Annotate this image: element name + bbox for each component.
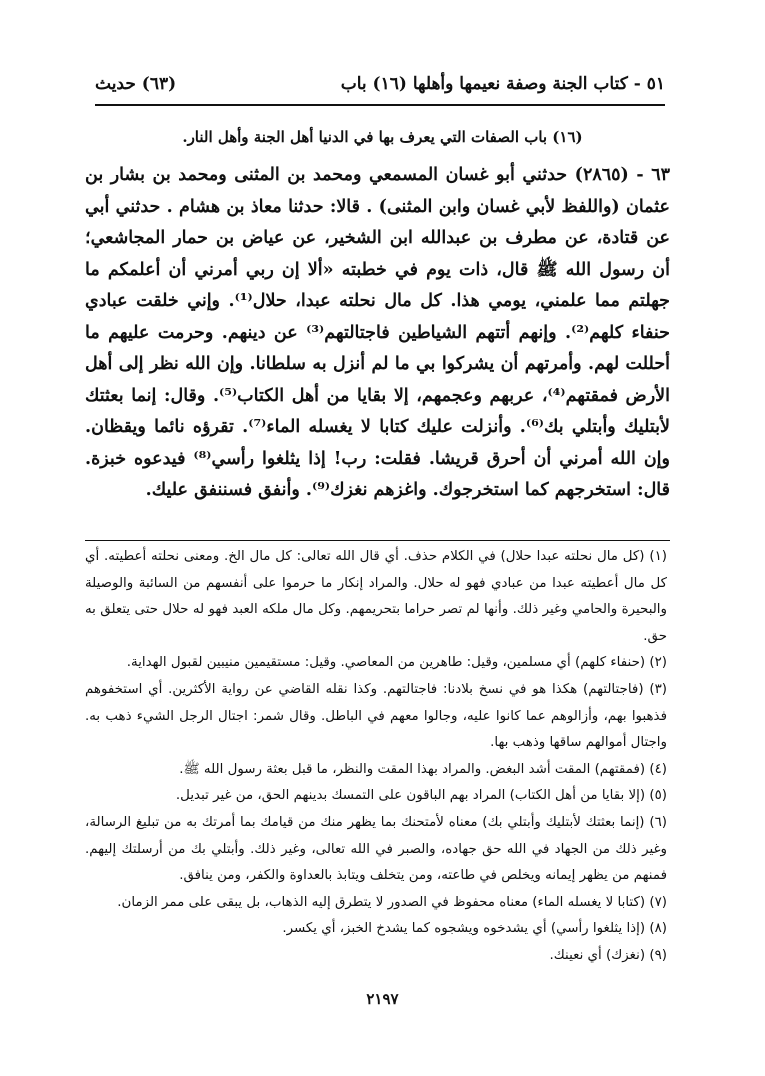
page-number: ٢١٩٧: [366, 990, 399, 1008]
chapter-title: (١٦) باب الصفات التي يعرف بها في الدنيا أهل الجنة وأهل النار.: [182, 128, 583, 146]
footnote-1: (١) (كل مال نحلته عبدا حلال) في الكلام حذف. أي قال الله تعالى: كل مال الخ. ومعنى نحلته أعطيته. أي كل مال أعطيته عبدا من عبادي فهو له حلال. والمراد إنكار ما حرموا على أنفسهم من السائبة والوصيلة والبحيرة والحامي وغير ذلك. وأنها لم تصر حراما بتحريمهم. وكل مال ملكه العبد فهو له حلال حتى يتعلق به حق.: [85, 549, 667, 644]
footnotes: [85, 544, 667, 970]
footnote-3: (٣) (فاجتالتهم) هكذا هو في نسخ بلادنا: فاجتالتهم. وكذا نقله القاضي عن رواية الأكثرين. أي استخفوهم فذهبوا بهم، وأزالوهم عما كانوا عليه، وجالوا معهم في الباطل. وقال شمر: اجتال الرجل الشيء ذهب به. واجتال أموالهم ساقها وذهب بها.: [85, 681, 667, 751]
footnote-9: (٩) (نغزك) أي نعينك.: [549, 947, 667, 963]
footnote-5: (٥) (إلا بقايا من أهل الكتاب) المراد بهم الباقون على التمسك بدينهم الحق، من غير تبديل.: [175, 788, 667, 804]
header-chapter-reference: ٥١ - كتاب الجنة وصفة نعيمها وأهلها (١٦) باب: [340, 74, 665, 94]
hadith-paragraph: ٦٣ - (٢٨٦٥) حدثني أبو غسان المسمعي ومحمد بن المثنى ومحمد بن بشار بن عثمان (واللفظ لأبي غسان وابن المثنى) . قالا: حدثنا معاذ بن هشام . حدثني أبي عن قتادة، عن مطرف بن عبدالله ابن الشخير، عن عياض بن حمار المجاشعي؛ أن رسول الله ﷺ قال، ذات يوم في خطبته «ألا إن ربي أمرني أن أعلمكم ما جهلتم مما علمني، يومي هذا. كل مال نحلته عبدا، حلال⁽¹⁾. وإني خلقت عبادي حنفاء كلهم⁽²⁾. وإنهم أتتهم الشياطين فاجتالتهم⁽³⁾ عن دينهم. وحرمت عليهم ما أحللت لهم. وأمرتهم أن يشركوا بي ما لم أنزل به سلطانا. وإن الله نظر إلى أهل الأرض فمقتهم⁽⁴⁾، عربهم وعجمهم، إلا بقايا من أهل الكتاب⁽⁵⁾. وقال: إنما بعثتك لأبتليك وأبتلي بك⁽⁶⁾. وأنزلت عليك كتابا لا يغسله الماء⁽⁷⁾. تقرؤه نائما ويقظان. وإن الله أمرني أن أحرق قريشا. فقلت: رب! إذا يثلغوا رأسي⁽⁸⁾ فيدعوه خبزة. قال: استخرجهم كما استخرجوك. واغزهم نغزك⁽⁹⁾. وأنفق فسننفق عليك.: [85, 165, 671, 500]
footnote-2: (٢) (حنفاء كلهم) أي مسلمين، وقيل: طاهرين من المعاصي. وقيل: مستقيمين منيبين لقبول الهداية.: [126, 655, 667, 671]
header-hadith-number: (٦٣) حديث: [95, 74, 177, 94]
footnote-divider: [85, 540, 670, 541]
running-header: [95, 70, 665, 98]
footnote-8: (٨) (إذا يثلغوا رأسي) أي يشدخوه ويشجوه كما يشدخ الخبز، أي يكسر.: [282, 921, 667, 937]
header-divider: [95, 104, 665, 106]
hadith-text: [85, 160, 670, 507]
footnote-7: (٧) (كتابا لا يغسله الماء) معناه محفوظ في الصدور لا يتطرق إليه الذهاب، بل يبقى على ممر الزمان.: [117, 894, 667, 910]
footnote-6: (٦) (إنما بعثتك لأبتليك وأبتلي بك) معناه لأمتحنك بما يظهر منك من قيامك بما أمرتك به من تبليغ الرسالة، وغير ذلك من الجهاد في الله حق جهاده، والصبر في الله تعالى، وغير ذلك. وأبتلي بك من أرسلتك إليهم. فمنهم من يظهر إيمانه ويخلص في طاعته، ومن يتخلف ويتابذ بالعداوة والكفر، ومن ينافق.: [85, 814, 667, 884]
footnote-4: (٤) (فمقتهم) المقت أشد البغض. والمراد بهذا المقت والنظر، ما قبل بعثة رسول الله ﷺ.: [179, 761, 667, 777]
